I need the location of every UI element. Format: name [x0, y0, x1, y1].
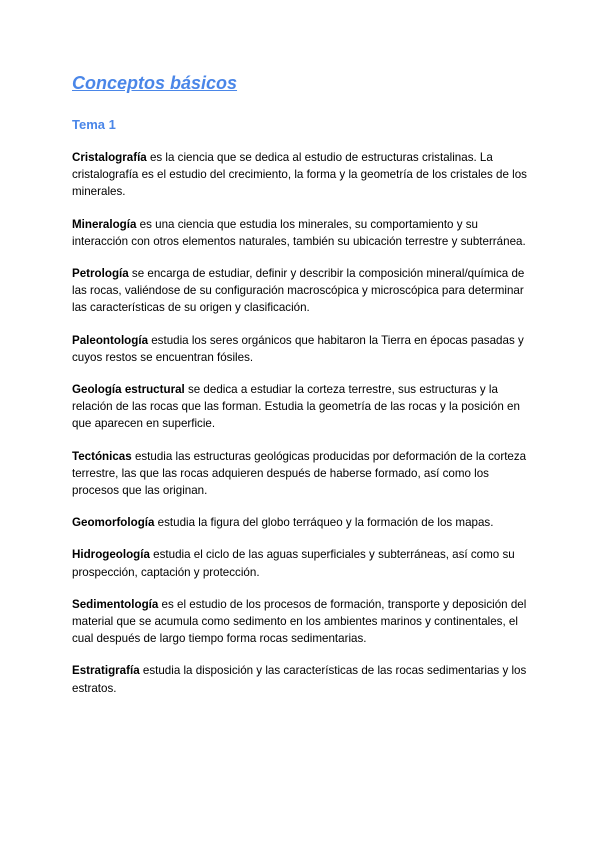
definition-text: se dedica a estudiar la corteza terrestre, sus estructuras y la relación de las rocas que las forman. Estudia la geometría de las rocas y la posición en que aparecen en superficie. — [72, 383, 520, 431]
definition-term: Mineralogía — [72, 217, 137, 231]
document-title: Conceptos básicos — [72, 73, 238, 93]
definition-text: es una ciencia que estudia los minerales, su comportamiento y su interacción con otros elementos naturales, también su ubicación terrestre y subterránea. — [72, 217, 526, 248]
definition-term: Estratigrafía — [72, 664, 140, 678]
definition-text: es la ciencia que se dedica al estudio de estructuras cristalinas. La cristalografía es el estudio del crecimiento, la forma y la geometría de los cristales de los minerales. — [72, 151, 527, 199]
definition-text: es el estudio de los procesos de formación, transporte y deposición del material que se acumula como sedimento en los ambientes marinos y continentales, el cual después de largo tiempo forma rocas sedimentarias. — [72, 597, 527, 646]
definition-term: Geología estructural — [72, 383, 185, 397]
definition-text: se encarga de estudiar, definir y describir la composición mineral/química de las rocas, valiéndose de su configuración macroscópica y microscópica para determinar las características de su origen y clasificación. — [72, 267, 525, 315]
definition-text: estudia el ciclo de las aguas superficiales y subterráneas, así como su prospección, captación y protección. — [72, 548, 515, 579]
definition-paragraph — [72, 662, 530, 696]
definition-paragraph — [72, 381, 530, 433]
definition-term: Hidrogeología — [72, 548, 150, 562]
definition-term: Sedimentología — [72, 597, 159, 611]
document-page — [72, 70, 530, 712]
definition-paragraph — [72, 596, 530, 648]
definition-paragraph — [72, 448, 530, 500]
definition-term: Paleontología — [72, 333, 149, 347]
definition-paragraph — [72, 546, 530, 580]
section-subtitle: Tema 1 — [72, 117, 116, 132]
definition-term: Geomorfología — [72, 516, 155, 530]
definition-list — [72, 149, 530, 697]
definition-text: estudia la disposición y las características de las rocas sedimentarias y los estratos. — [72, 664, 527, 695]
definition-term: Tectónicas — [72, 449, 132, 463]
definition-text: estudia la figura del globo terráqueo y la formación de los mapas. — [154, 516, 494, 530]
definition-paragraph — [72, 149, 530, 201]
definition-paragraph — [72, 332, 530, 366]
definition-text: estudia los seres orgánicos que habitaron la Tierra en épocas pasadas y cuyos restos se encuentran fósiles. — [72, 333, 524, 364]
definition-paragraph — [72, 216, 530, 250]
definition-term: Cristalografía — [72, 151, 147, 164]
definition-paragraph — [72, 514, 530, 531]
definition-paragraph — [72, 265, 530, 317]
definition-text: estudia las estructuras geológicas producidas por deformación de la corteza terrestre, las que las rocas adquieren después de haberse formado, así como los procesos que las originan. — [72, 449, 527, 498]
definition-term: Petrología — [72, 267, 129, 281]
